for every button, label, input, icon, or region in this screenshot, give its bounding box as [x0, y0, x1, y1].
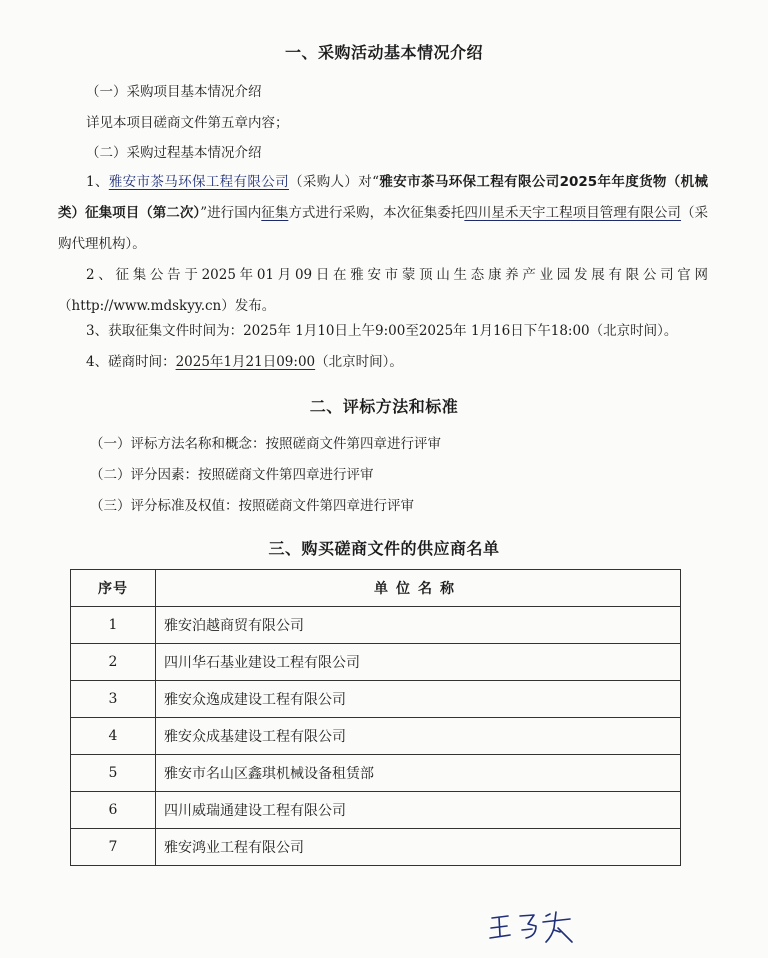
item1-prefix: 1、	[86, 174, 109, 190]
sub1-heading: （一）采购项目基本情况介绍	[86, 84, 262, 100]
item1-mid: ”进行国内	[200, 205, 262, 221]
section3-title: 三、购买磋商文件的供应商名单	[268, 539, 500, 558]
header-no: 序号	[71, 570, 156, 607]
row-no: 5	[71, 755, 156, 792]
vendor-table	[70, 569, 681, 866]
row-name: 雅安鸿业工程有限公司	[156, 829, 681, 866]
row-name: 四川华石基业建设工程有限公司	[156, 644, 681, 681]
item1-suffix: （采购代理机构）。	[58, 205, 709, 252]
table-row	[71, 792, 681, 829]
procurement-method: 征集	[261, 205, 289, 221]
purchaser-name: 雅安市茶马环保工程有限公司	[108, 174, 289, 190]
item4-prefix: 4、磋商时间：	[86, 354, 176, 370]
item4-suffix: （北京时间）。	[315, 354, 403, 370]
item3-text: 3、获取征集文件时间为：2025年 1月10日上午9:00至2025年 1月16日下午18:00（北京时间）。	[86, 323, 678, 339]
row-no: 4	[71, 718, 156, 755]
item4-text	[86, 352, 403, 372]
table-header-row	[71, 570, 681, 607]
row-no: 2	[71, 644, 156, 681]
eval-line-3: （三）评分标准及权值：按照磋商文件第四章进行评审	[90, 498, 414, 514]
section2-title: 二、评标方法和标准	[309, 397, 459, 416]
table-row	[71, 718, 681, 755]
handwritten-signature	[488, 908, 584, 948]
row-name: 四川威瑞通建设工程有限公司	[156, 792, 681, 829]
row-no: 7	[71, 829, 156, 866]
row-name: 雅安市名山区鑫琪机械设备租赁部	[156, 755, 681, 792]
item1-paragraph	[58, 167, 708, 260]
negotiation-time: 2025年1月21日09:00	[175, 354, 316, 370]
eval-line-2: （二）评分因素：按照磋商文件第四章进行评审	[90, 467, 374, 483]
purchaser-role: （采购人）对“	[288, 174, 380, 190]
row-name: 雅安众逸成建设工程有限公司	[156, 681, 681, 718]
row-name: 雅安众成基建设工程有限公司	[156, 718, 681, 755]
item2-paragraph: 2、征集公告于2025年01月09日在雅安市蒙顶山生态康养产业园发展有限公司官网（http://www.mdskyy.cn）发布。	[58, 267, 708, 314]
header-name: 单位名称	[156, 570, 681, 607]
eval-line-1: （一）评标方法名称和概念：按照磋商文件第四章进行评审	[90, 436, 441, 452]
table-row	[71, 681, 681, 718]
sub1-text: 详见本项目磋商文件第五章内容；	[86, 115, 289, 131]
table-row	[71, 829, 681, 866]
project-name: 雅安市茶马环保工程有限公司2025年年度货物（机械类）征集项目（第二次）	[58, 174, 709, 221]
row-name: 雅安泊越商贸有限公司	[156, 607, 681, 644]
item1-mid2: 方式进行采购，本次征集委托	[288, 205, 465, 221]
row-no: 6	[71, 792, 156, 829]
table-row	[71, 607, 681, 644]
agent-name: 四川星禾天宇工程项目管理有限公司	[464, 205, 681, 221]
sub2-heading: （二）采购过程基本情况介绍	[86, 145, 262, 161]
section1-title: 一、采购活动基本情况介绍	[284, 43, 483, 62]
row-no: 1	[71, 607, 156, 644]
table-row	[71, 644, 681, 681]
row-no: 3	[71, 681, 156, 718]
table-row	[71, 755, 681, 792]
